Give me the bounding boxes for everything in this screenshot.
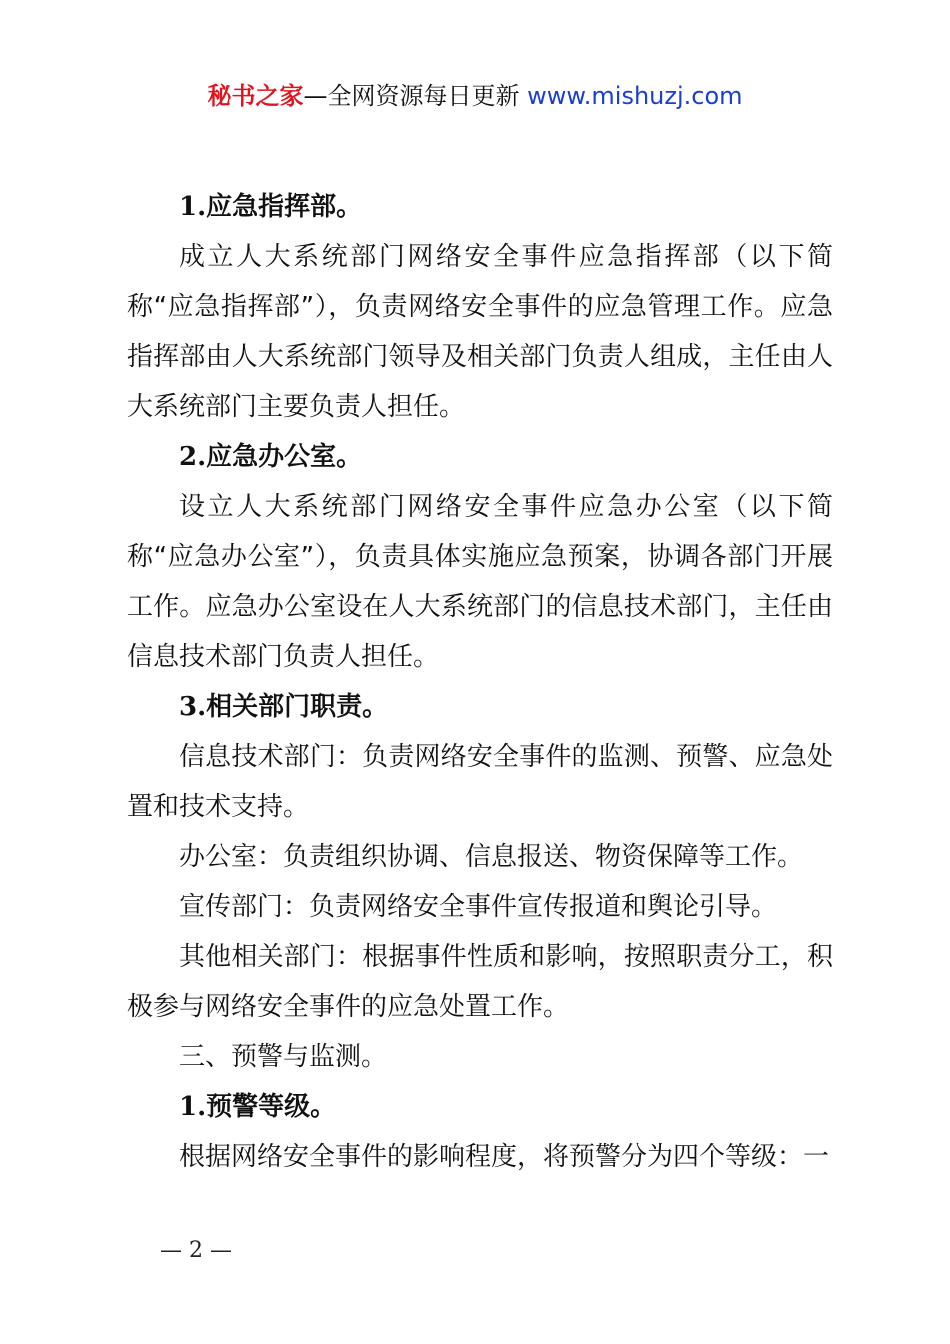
- body-paragraph: 宣传部门：负责网络安全事件宣传报道和舆论引导。: [179, 892, 778, 922]
- body-paragraph: 信息技术部门：负责网络安全事件的监测、预警、应急处置和技术支持。: [127, 742, 833, 822]
- page-header: [0, 80, 950, 112]
- body-paragraph: 设立人大系统部门网络安全事件应急办公室（以下简称“应急办公室”），负责具体实施应急预案，协调各部门开展工作。应急办公室设在人大系统部门的信息技术部门，主任由信息技术部门负责人担任。: [127, 492, 833, 672]
- site-url-link[interactable]: www.mishuzj.com: [527, 82, 743, 110]
- section-heading: 1.预警等级。: [179, 1092, 337, 1122]
- section-heading: 1.应急指挥部。: [179, 192, 363, 222]
- page-number: — 2 —: [160, 1238, 232, 1263]
- section-heading: 2.应急办公室。: [179, 442, 363, 472]
- document-body: [127, 182, 833, 1182]
- site-tagline: —全网资源每日更新: [303, 82, 520, 110]
- section-heading: 3.相关部门职责。: [179, 692, 389, 722]
- body-paragraph: 成立人大系统部门网络安全事件应急指挥部（以下简称“应急指挥部”），负责网络安全事件的应急管理工作。应急指挥部由人大系统部门领导及相关部门负责人组成，主任由人大系统部门主要负责人担任。: [127, 242, 833, 422]
- body-paragraph: 其他相关部门：根据事件性质和影响，按照职责分工，积极参与网络安全事件的应急处置工作。: [127, 942, 833, 1022]
- body-paragraph: 三、预警与监测。: [179, 1042, 388, 1072]
- body-paragraph: 办公室：负责组织协调、信息报送、物资保障等工作。: [179, 842, 804, 872]
- body-paragraph: 根据网络安全事件的影响程度，将预警分为四个等级：一: [179, 1142, 830, 1172]
- site-brand: 秘书之家: [207, 82, 304, 110]
